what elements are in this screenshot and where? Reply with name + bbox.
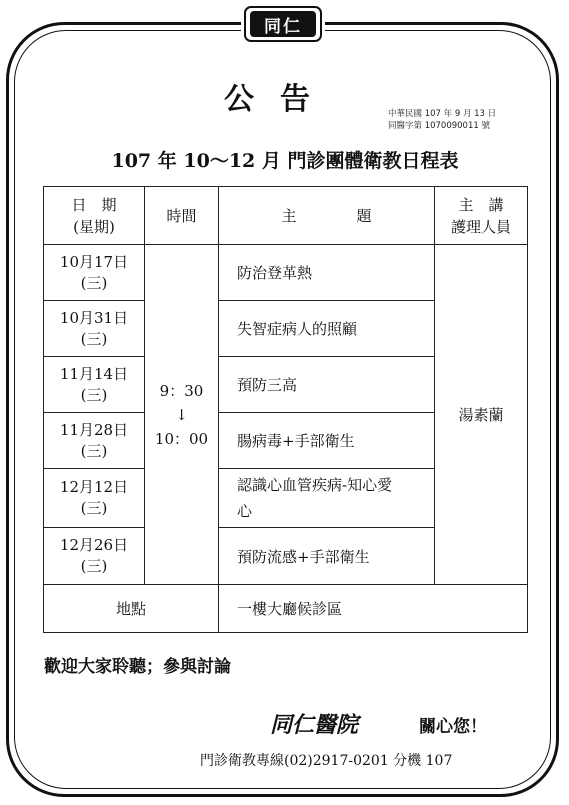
- row-weekday: (三): [80, 273, 108, 292]
- logo-text: 同仁: [250, 11, 316, 37]
- schedule-table: [43, 186, 528, 633]
- date-cell: [44, 301, 145, 357]
- row-topic: 失智症病人的照顧: [219, 301, 435, 357]
- row-date: 10月17日: [59, 252, 129, 271]
- time-start: 9：30: [159, 381, 204, 400]
- row-date: 10月31日: [59, 308, 129, 327]
- arrow-down-icon: ↓: [175, 405, 188, 424]
- hospital-logo: [241, 4, 325, 44]
- row-weekday: (三): [80, 385, 108, 404]
- logo-box: [244, 6, 322, 42]
- location-value: 一樓大廳候診區: [219, 585, 528, 633]
- header-speaker: [435, 187, 528, 245]
- row-topic: 預防三高: [219, 357, 435, 413]
- row-weekday: (三): [80, 441, 108, 460]
- row-date: 12月12日: [59, 478, 129, 496]
- header-date: [44, 187, 145, 245]
- notice-title: 公告: [224, 82, 336, 117]
- date-cell: [44, 357, 145, 413]
- table-header-row: [44, 187, 528, 245]
- row-date: 11月28日: [59, 420, 129, 439]
- header-date-label: 日 期: [71, 195, 117, 214]
- schedule-title: 107 年 10～12 月 門診團體衛教日程表: [111, 150, 459, 172]
- table-row: [44, 245, 528, 301]
- location-row: [44, 585, 528, 633]
- care-message: 關心您！: [419, 717, 487, 737]
- location-label: 地點: [44, 585, 219, 633]
- time-end: 10：00: [154, 429, 209, 448]
- date-cell: [44, 413, 145, 469]
- row-topic: 認識心血管疾病-知心愛心: [219, 469, 435, 528]
- hotline-info: 門診衛教專線(02)2917-0201 分機 107: [200, 753, 453, 769]
- row-topic: 預防流感+手部衛生: [219, 528, 435, 585]
- welcome-message: 歡迎大家聆聽；參與討論: [44, 657, 231, 677]
- time-cell: [145, 245, 219, 585]
- header-weekday-label: (星期): [73, 217, 115, 236]
- date-cell: [44, 245, 145, 301]
- issue-date: 中華民國 107 年 9 月 13 日: [388, 109, 497, 119]
- row-topic: 防治登革熱: [219, 245, 435, 301]
- header-time: 時間: [145, 187, 219, 245]
- document-reference: [388, 108, 496, 132]
- row-date: 12月26日: [59, 536, 129, 554]
- row-weekday: (三): [80, 499, 108, 517]
- header-speaker-line2: 護理人員: [450, 217, 511, 236]
- document-number: 同醫字第 1070090011 號: [388, 121, 490, 131]
- row-date: 11月14日: [59, 364, 129, 383]
- header-speaker-line1: 主 講: [458, 195, 504, 214]
- row-weekday: (三): [80, 557, 108, 575]
- row-topic: 腸病毒+手部衛生: [219, 413, 435, 469]
- header-topic: 主 題: [219, 187, 435, 245]
- date-cell: [44, 528, 145, 585]
- hospital-name: 同仁醫院: [270, 713, 359, 738]
- date-cell: [44, 469, 145, 528]
- row-weekday: (三): [80, 329, 108, 348]
- speaker-cell: 湯素蘭: [435, 245, 528, 585]
